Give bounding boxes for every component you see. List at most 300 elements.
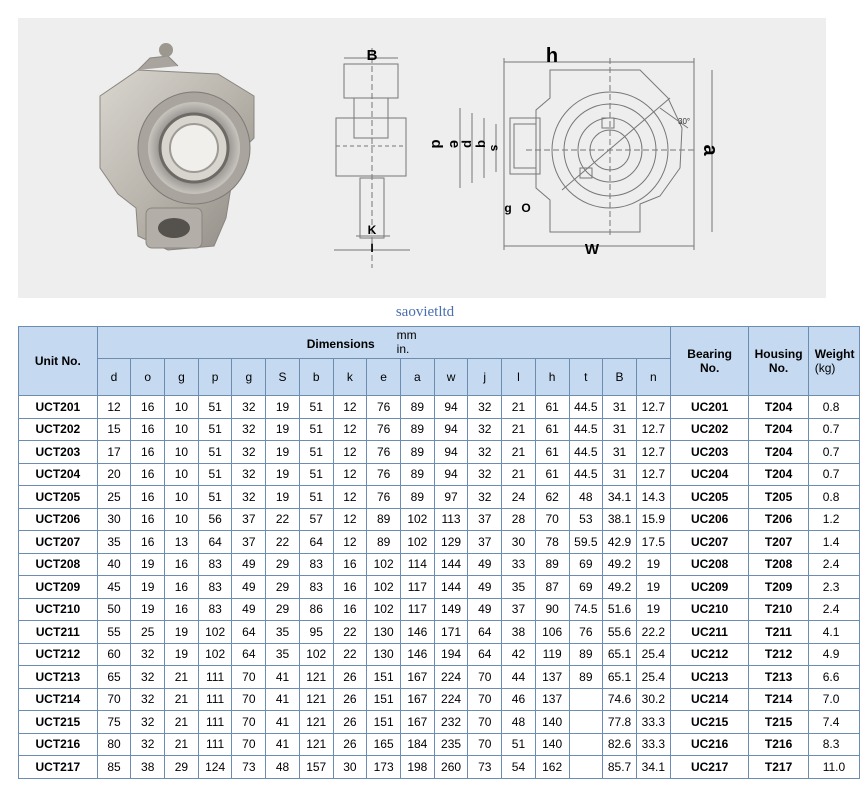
dimension-cell: 61 <box>535 441 569 464</box>
unit-no-cell: UCT202 <box>19 418 98 441</box>
dimension-cell: 73 <box>232 756 266 779</box>
units-mm: mm <box>396 328 417 342</box>
table-row <box>19 621 860 644</box>
dimension-cell: 51 <box>299 486 333 509</box>
dimension-cell: 162 <box>535 756 569 779</box>
dimension-cell: 44.5 <box>569 396 603 419</box>
dimension-cell: 224 <box>434 688 468 711</box>
dimension-cell: 49.2 <box>603 576 637 599</box>
table-row <box>19 576 860 599</box>
dimension-cell: 70 <box>232 711 266 734</box>
dimension-cell: 140 <box>535 733 569 756</box>
dimension-cell: 95 <box>299 621 333 644</box>
dim-col-header: S <box>266 359 300 396</box>
dimension-cell: 60 <box>97 643 131 666</box>
dimension-cell: 49 <box>468 576 502 599</box>
unit-no-cell: UCT208 <box>19 553 98 576</box>
weight-cell: 0.8 <box>808 486 859 509</box>
dimension-cell: 76 <box>569 621 603 644</box>
dimension-cell: 51 <box>502 733 536 756</box>
dimension-cell: 51 <box>198 463 232 486</box>
weight-cell: 0.7 <box>808 463 859 486</box>
housing-no-cell: T204 <box>749 418 808 441</box>
weight-cell: 2.4 <box>808 598 859 621</box>
dimension-cell: 74.5 <box>569 598 603 621</box>
dimension-cell: 22 <box>333 621 367 644</box>
unit-no-header: Unit No. <box>19 327 98 396</box>
spec-table-body <box>19 396 860 779</box>
bearing-no-cell: UC201 <box>670 396 749 419</box>
dimension-cell: 32 <box>131 688 165 711</box>
unit-no-cell: UCT209 <box>19 576 98 599</box>
dim-col-header: j <box>468 359 502 396</box>
dimension-cell: 31 <box>603 418 637 441</box>
bearing-no-header <box>670 327 749 396</box>
unit-no-cell: UCT216 <box>19 733 98 756</box>
dimension-cell: 89 <box>400 486 434 509</box>
dimension-cell: 19 <box>636 553 670 576</box>
dimension-cell: 15.9 <box>636 508 670 531</box>
unit-no-cell: UCT205 <box>19 486 98 509</box>
dimension-cell: 151 <box>367 711 401 734</box>
dimension-cell: 46 <box>502 688 536 711</box>
dim-col-header: o <box>131 359 165 396</box>
dimensions-header <box>97 327 670 359</box>
table-row <box>19 666 860 689</box>
dimension-cell: 89 <box>400 396 434 419</box>
dimension-cell: 73 <box>468 756 502 779</box>
bearing-no-cell: UC209 <box>670 576 749 599</box>
dimension-cell: 83 <box>198 553 232 576</box>
dimension-cell: 35 <box>266 643 300 666</box>
label-g: g <box>504 201 512 215</box>
dimension-cell: 16 <box>131 463 165 486</box>
dimension-cell: 146 <box>400 643 434 666</box>
unit-no-cell: UCT203 <box>19 441 98 464</box>
dim-col-header: l <box>502 359 536 396</box>
bearing-no-cell: UC217 <box>670 756 749 779</box>
dimension-cell: 32 <box>232 418 266 441</box>
weight-cell: 4.9 <box>808 643 859 666</box>
dimension-cell: 35 <box>502 576 536 599</box>
dimension-cell: 25.4 <box>636 643 670 666</box>
dimension-cell: 10 <box>165 396 199 419</box>
dimension-cell: 44 <box>502 666 536 689</box>
weight-cell: 0.8 <box>808 396 859 419</box>
dimension-cell: 21 <box>165 666 199 689</box>
dimension-cell: 22.2 <box>636 621 670 644</box>
dimension-cell: 64 <box>468 621 502 644</box>
dimension-cell: 41 <box>266 733 300 756</box>
dim-col-header: B <box>603 359 637 396</box>
dimension-cell: 167 <box>400 666 434 689</box>
dimension-cell: 102 <box>400 508 434 531</box>
dimension-cell: 44.5 <box>569 441 603 464</box>
dimension-cell: 76 <box>367 396 401 419</box>
dimension-cell: 111 <box>198 733 232 756</box>
dimension-cell: 121 <box>299 711 333 734</box>
dimension-cell: 51.6 <box>603 598 637 621</box>
dimension-cell: 102 <box>367 576 401 599</box>
dimension-cell: 16 <box>165 576 199 599</box>
dimension-cell: 54 <box>502 756 536 779</box>
dimension-cell: 61 <box>535 418 569 441</box>
dimension-cell: 70 <box>232 688 266 711</box>
dimension-cell: 30 <box>502 531 536 554</box>
dimension-cell: 184 <box>400 733 434 756</box>
weight-header-line2: (kg) <box>814 361 836 375</box>
dimension-cell: 32 <box>468 396 502 419</box>
dim-col-header: g <box>165 359 199 396</box>
weight-cell: 4.1 <box>808 621 859 644</box>
dimension-cell: 111 <box>198 711 232 734</box>
dimension-cell: 55.6 <box>603 621 637 644</box>
dimension-cell: 70 <box>97 688 131 711</box>
dimension-cell: 89 <box>367 508 401 531</box>
table-row <box>19 486 860 509</box>
dimension-cell: 37 <box>468 531 502 554</box>
dimension-cell: 16 <box>333 576 367 599</box>
dimension-cell: 21 <box>502 463 536 486</box>
dimension-cell: 76 <box>367 441 401 464</box>
dimension-cell: 51 <box>198 441 232 464</box>
dimension-cell: 32 <box>468 441 502 464</box>
bearing-no-cell: UC212 <box>670 643 749 666</box>
dimension-cell: 29 <box>266 553 300 576</box>
housing-no-cell: T213 <box>749 666 808 689</box>
dimension-cell: 35 <box>97 531 131 554</box>
table-row <box>19 733 860 756</box>
housing-no-cell: T207 <box>749 531 808 554</box>
dimension-cell: 151 <box>367 688 401 711</box>
dimension-cell: 83 <box>299 576 333 599</box>
dimension-cell: 35 <box>266 621 300 644</box>
dimension-cell: 49 <box>468 598 502 621</box>
dimension-cell: 34.1 <box>636 756 670 779</box>
dimension-cell: 50 <box>97 598 131 621</box>
dimension-cell: 12 <box>333 531 367 554</box>
dimension-cell: 40 <box>97 553 131 576</box>
dimension-cell: 22 <box>333 643 367 666</box>
dimension-cell: 21 <box>502 396 536 419</box>
dimension-cell: 70 <box>468 688 502 711</box>
dimension-cell: 64 <box>198 531 232 554</box>
dimension-cell: 44.5 <box>569 418 603 441</box>
dimension-cell: 38 <box>502 621 536 644</box>
dimension-cell: 167 <box>400 688 434 711</box>
dimension-cell: 29 <box>266 576 300 599</box>
dimension-cell: 26 <box>333 711 367 734</box>
dimension-cell: 49.2 <box>603 553 637 576</box>
unit-no-cell: UCT217 <box>19 756 98 779</box>
housing-no-cell: T216 <box>749 733 808 756</box>
housing-no-cell: T210 <box>749 598 808 621</box>
dimension-cell: 16 <box>165 598 199 621</box>
dimension-cell: 144 <box>434 576 468 599</box>
label-W: W <box>584 241 600 258</box>
label-I: I <box>370 241 374 255</box>
dimension-cell: 65.1 <box>603 643 637 666</box>
dimension-cell: 14.3 <box>636 486 670 509</box>
dimension-cell: 51 <box>198 418 232 441</box>
dimension-cell: 24 <box>502 486 536 509</box>
dim-col-header: t <box>569 359 603 396</box>
dimension-cell: 28 <box>502 508 536 531</box>
dimension-cell: 48 <box>569 486 603 509</box>
weight-cell: 7.0 <box>808 688 859 711</box>
label-o: O <box>521 201 531 215</box>
dimension-cell: 94 <box>434 463 468 486</box>
dimension-cell: 26 <box>333 733 367 756</box>
dim-col-header: e <box>367 359 401 396</box>
dimension-cell: 51 <box>299 441 333 464</box>
bearing-no-cell: UC213 <box>670 666 749 689</box>
unit-no-cell: UCT213 <box>19 666 98 689</box>
dimension-cell: 76 <box>367 418 401 441</box>
dimension-cell: 224 <box>434 666 468 689</box>
dimension-cell: 44.5 <box>569 463 603 486</box>
dimension-cell: 151 <box>367 666 401 689</box>
dimension-cell: 10 <box>165 441 199 464</box>
dimension-cell: 102 <box>367 553 401 576</box>
dimension-cell: 51 <box>198 486 232 509</box>
dimension-cell: 106 <box>535 621 569 644</box>
dimension-cell: 97 <box>434 486 468 509</box>
dimension-cell: 12 <box>97 396 131 419</box>
dimension-cell: 19 <box>636 576 670 599</box>
dimension-cell: 87 <box>535 576 569 599</box>
housing-no-cell: T217 <box>749 756 808 779</box>
dimension-cell: 94 <box>434 418 468 441</box>
dimension-cell: 45 <box>97 576 131 599</box>
dimension-cell: 15 <box>97 418 131 441</box>
label-h: h <box>545 45 559 67</box>
weight-cell: 8.3 <box>808 733 859 756</box>
dimension-cell: 17 <box>97 441 131 464</box>
dimension-cell: 32 <box>232 396 266 419</box>
table-row <box>19 688 860 711</box>
bearing-no-cell: UC202 <box>670 418 749 441</box>
dimension-cell: 51 <box>299 463 333 486</box>
dim-col-header: g <box>232 359 266 396</box>
dimension-cell: 119 <box>535 643 569 666</box>
label-angle: 30° <box>678 117 691 126</box>
dimension-cell: 21 <box>165 733 199 756</box>
dimension-cell: 114 <box>400 553 434 576</box>
dim-col-header: h <box>535 359 569 396</box>
dimension-cell: 89 <box>569 666 603 689</box>
dimension-cell: 89 <box>569 643 603 666</box>
dimension-cell: 70 <box>232 666 266 689</box>
dimension-cell: 22 <box>266 531 300 554</box>
dimension-cell: 26 <box>333 688 367 711</box>
dimension-cell: 21 <box>165 688 199 711</box>
dimension-cell: 22 <box>266 508 300 531</box>
dimension-cell: 89 <box>400 441 434 464</box>
dimension-cell: 89 <box>367 531 401 554</box>
dimension-cell: 61 <box>535 463 569 486</box>
label-B: B <box>366 47 378 64</box>
dimension-cell: 32 <box>232 463 266 486</box>
dimension-cell: 74.6 <box>603 688 637 711</box>
dimension-cell: 89 <box>400 418 434 441</box>
dimension-cell: 94 <box>434 441 468 464</box>
dimension-cell: 65.1 <box>603 666 637 689</box>
dimension-cell: 16 <box>131 396 165 419</box>
spec-table-container <box>18 326 855 811</box>
dimension-cell: 33 <box>502 553 536 576</box>
dimension-cell: 59.5 <box>569 531 603 554</box>
dimension-cell: 130 <box>367 643 401 666</box>
spec-table <box>18 326 860 779</box>
dimension-cell: 19 <box>131 598 165 621</box>
bearing-no-cell: UC207 <box>670 531 749 554</box>
dimension-cell: 37 <box>502 598 536 621</box>
dimension-cell: 19 <box>131 576 165 599</box>
dimension-cell: 49 <box>468 553 502 576</box>
dimension-cell: 117 <box>400 576 434 599</box>
housing-no-header <box>749 327 808 396</box>
dimension-cell <box>569 711 603 734</box>
table-row <box>19 531 860 554</box>
dimension-cell: 171 <box>434 621 468 644</box>
dimension-cell: 26 <box>333 666 367 689</box>
dimension-cell: 49 <box>232 553 266 576</box>
dim-col-header: p <box>198 359 232 396</box>
dimension-cell: 121 <box>299 688 333 711</box>
dimension-cell: 144 <box>434 553 468 576</box>
dimension-cell: 146 <box>400 621 434 644</box>
dimension-cell: 19 <box>266 486 300 509</box>
housing-no-cell: T209 <box>749 576 808 599</box>
dimension-cell: 33.3 <box>636 733 670 756</box>
dimension-cell: 19 <box>165 621 199 644</box>
dimension-cell: 30.2 <box>636 688 670 711</box>
table-row <box>19 756 860 779</box>
dimension-cell: 61 <box>535 396 569 419</box>
label-d: d <box>428 139 445 149</box>
dimension-cell: 124 <box>198 756 232 779</box>
dimension-cell: 30 <box>97 508 131 531</box>
dimension-cell: 12.7 <box>636 418 670 441</box>
dimension-drawings <box>300 18 750 280</box>
dimension-cell: 49 <box>232 598 266 621</box>
dimension-cell: 64 <box>232 643 266 666</box>
bearing-no-cell: UC205 <box>670 486 749 509</box>
dimension-cell: 94 <box>434 396 468 419</box>
dimension-cell: 232 <box>434 711 468 734</box>
dimension-cell: 51 <box>299 396 333 419</box>
weight-cell: 11.0 <box>808 756 859 779</box>
dimension-cell: 167 <box>400 711 434 734</box>
dimension-cell: 102 <box>299 643 333 666</box>
housing-header-line1: Housing <box>754 347 803 361</box>
label-K: K <box>367 223 377 237</box>
unit-no-cell: UCT212 <box>19 643 98 666</box>
dimension-cell: 76 <box>367 463 401 486</box>
dimension-cell: 82.6 <box>603 733 637 756</box>
weight-cell: 1.4 <box>808 531 859 554</box>
label-p: p <box>461 140 476 148</box>
dimension-cell: 10 <box>165 418 199 441</box>
dimension-cell: 16 <box>333 553 367 576</box>
unit-no-cell: UCT215 <box>19 711 98 734</box>
dimension-cell: 70 <box>468 711 502 734</box>
bearing-no-cell: UC211 <box>670 621 749 644</box>
label-a: a <box>699 144 721 156</box>
dimension-cell: 19 <box>266 396 300 419</box>
dimension-cell: 16 <box>131 418 165 441</box>
dimension-cell: 16 <box>333 598 367 621</box>
dimension-cell: 137 <box>535 688 569 711</box>
dimension-cell: 83 <box>198 576 232 599</box>
dimension-cell: 19 <box>131 553 165 576</box>
dimension-cell: 55 <box>97 621 131 644</box>
housing-no-cell: T204 <box>749 396 808 419</box>
dimension-cell: 102 <box>198 643 232 666</box>
dimension-cell: 260 <box>434 756 468 779</box>
dimension-cell: 41 <box>266 711 300 734</box>
dimension-cell: 130 <box>367 621 401 644</box>
bearing-no-cell: UC206 <box>670 508 749 531</box>
weight-cell: 6.6 <box>808 666 859 689</box>
weight-cell: 1.2 <box>808 508 859 531</box>
dimension-cell: 70 <box>535 508 569 531</box>
housing-no-cell: T211 <box>749 621 808 644</box>
dim-col-header: k <box>333 359 367 396</box>
dimension-cell: 86 <box>299 598 333 621</box>
dimension-cell: 33.3 <box>636 711 670 734</box>
dimension-cell: 42.9 <box>603 531 637 554</box>
dimension-cell: 69 <box>569 576 603 599</box>
dimension-cell: 38 <box>131 756 165 779</box>
dimension-cell: 53 <box>569 508 603 531</box>
dimension-cell: 16 <box>131 531 165 554</box>
dimension-cell: 34.1 <box>603 486 637 509</box>
watermark-text: saovietltd <box>395 304 455 320</box>
housing-no-cell: T204 <box>749 463 808 486</box>
dimension-cell: 102 <box>198 621 232 644</box>
dimension-cell: 83 <box>198 598 232 621</box>
dimension-cell: 70 <box>468 733 502 756</box>
dimension-cell: 78 <box>535 531 569 554</box>
dimensions-title: Dimensions <box>306 337 375 351</box>
dimension-cell: 85.7 <box>603 756 637 779</box>
dimension-cell: 37 <box>232 508 266 531</box>
dimension-cell: 32 <box>232 441 266 464</box>
bearing-header-line2: No. <box>699 361 720 375</box>
units-in: in. <box>396 342 410 356</box>
dimension-cell: 32 <box>131 643 165 666</box>
units-label <box>397 328 417 356</box>
dimension-cell: 32 <box>131 733 165 756</box>
bearing-no-cell: UC203 <box>670 441 749 464</box>
dimension-cell: 25 <box>131 621 165 644</box>
housing-no-cell: T212 <box>749 643 808 666</box>
dimension-cell: 30 <box>333 756 367 779</box>
table-row <box>19 643 860 666</box>
dimension-cell: 21 <box>502 441 536 464</box>
dimension-cell: 37 <box>468 508 502 531</box>
dimension-cell: 41 <box>266 688 300 711</box>
dimension-cell <box>569 688 603 711</box>
unit-no-cell: UCT210 <box>19 598 98 621</box>
dimension-cell: 149 <box>434 598 468 621</box>
dimension-cell: 85 <box>97 756 131 779</box>
weight-cell: 0.7 <box>808 418 859 441</box>
dimension-cell: 113 <box>434 508 468 531</box>
weight-cell: 7.4 <box>808 711 859 734</box>
